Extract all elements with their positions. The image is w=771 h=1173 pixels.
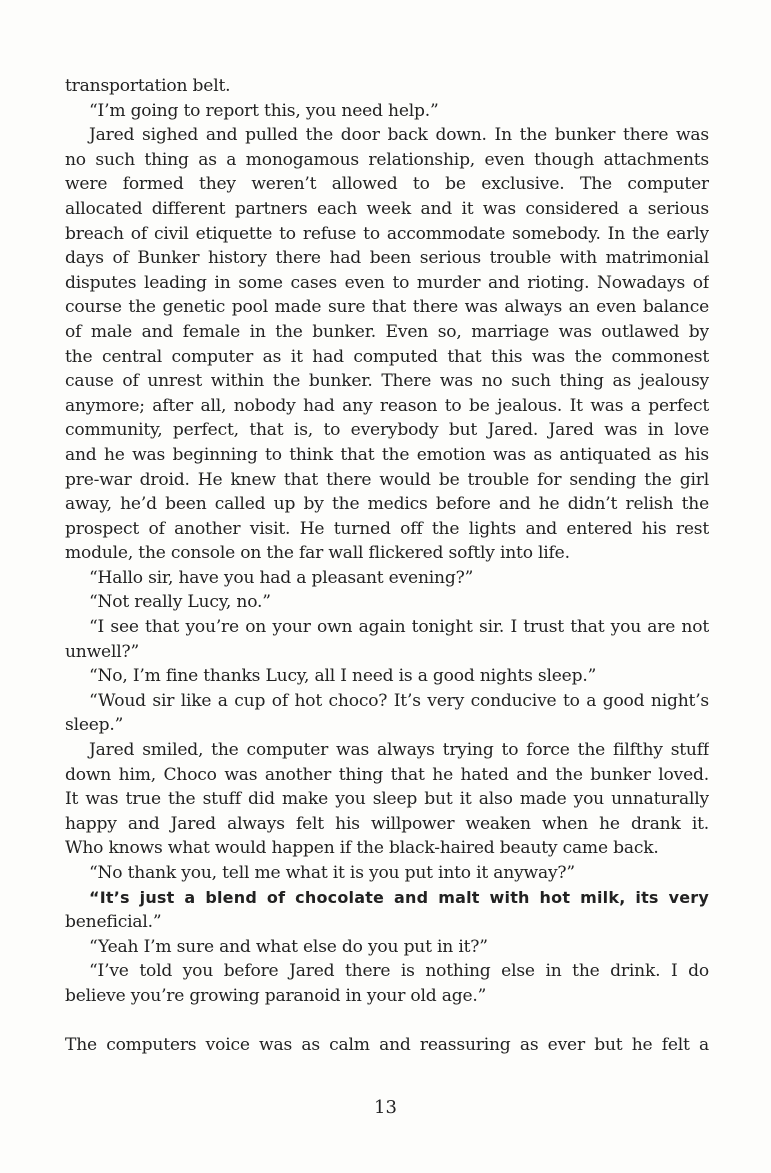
text-line: the central computer as it had computed that this was the commonest (65, 346, 709, 367)
text-line: Who knows what would happen if the black-haired beauty came back. (65, 838, 659, 859)
text-line: days of Bunker history there had been serious trouble with matrimonial (65, 248, 709, 269)
text-line: beneficial.” (65, 912, 162, 933)
text-line: away, he’d been called up by the medics before and he didn’t relish the (65, 494, 709, 515)
paragraph-gap (65, 1009, 709, 1033)
text-line: “Not really Lucy, no.” (89, 592, 271, 613)
text-line: transportation belt. (65, 76, 231, 96)
page-number: 13 (374, 1097, 397, 1118)
text-line: Jared sighed and pulled the door back down. In the bunker there was (89, 125, 709, 146)
text-line: anymore; after all, nobody had any reason to be jealous. It was a perfect (65, 395, 709, 416)
text-line: Jared smiled, the computer was always trying to force the filfthy stuff (89, 740, 709, 761)
text-line: “Yeah I’m sure and what else do you put in it?” (89, 936, 488, 957)
text-line: “No thank you, tell me what it is you put into it anyway?” (89, 863, 575, 883)
text-line: of male and female in the bunker. Even so, marriage was outlawed by (65, 321, 709, 342)
text-line: “It’s just a blend of chocolate and malt with hot milk, its very (89, 887, 709, 907)
text-line: “Hallo sir, have you had a pleasant evening?” (89, 567, 474, 588)
text-line: course the genetic pool made sure that there was always an even balance (65, 297, 709, 318)
text-line: happy and Jared always felt his willpower weaken when he drank it. (65, 813, 709, 834)
text-line: The computers voice was as calm and reassuring as ever but he felt a (65, 1034, 709, 1055)
text-line: “I’m going to report this, you need help.” (89, 100, 439, 121)
text-line: “I’ve told you before Jared there is nothing else in the drink. I do (89, 961, 709, 982)
text-line: “I see that you’re on your own again tonight sir. I trust that you are not (89, 617, 709, 638)
text-line: sleep.” (65, 715, 124, 736)
text-line: down him, Choco was another thing that he hated and the bunker loved. (65, 764, 709, 785)
page-body (65, 74, 709, 1057)
text-line: community, perfect, that is, to everybody but Jared. Jared was in love (65, 420, 709, 441)
text-line: no such thing as a monogamous relationship, even though attachments (65, 149, 709, 170)
text-line: “Woud sir like a cup of hot choco? It’s very conducive to a good night’s (89, 690, 709, 711)
text-line: prospect of another visit. He turned off the lights and entered his rest (65, 518, 709, 539)
text-line: It was true the stuff did make you sleep but it also made you unnaturally (65, 789, 709, 810)
text-line: cause of unrest within the bunker. There was no such thing as jealousy (65, 371, 709, 392)
text-line: were formed they weren’t allowed to be exclusive. The computer (65, 174, 709, 195)
text-line: allocated different partners each week and it was considered a serious (65, 198, 709, 219)
text-line: disputes leading in some cases even to murder and rioting. Nowadays of (65, 272, 709, 293)
text-line: unwell?” (65, 641, 140, 662)
text-line: “No, I’m fine thanks Lucy, all I need is a good nights sleep.” (89, 666, 597, 687)
text-line: breach of civil etiquette to refuse to accommodate somebody. In the early (65, 223, 709, 244)
text-line: believe you’re growing paranoid in your old age.” (65, 985, 487, 1006)
text-line: pre-war droid. He knew that there would be trouble for sending the girl (65, 469, 709, 490)
text-line: and he was beginning to think that the emotion was as antiquated as his (65, 444, 709, 465)
text-line: module, the console on the far wall flickered softly into life. (65, 543, 570, 564)
